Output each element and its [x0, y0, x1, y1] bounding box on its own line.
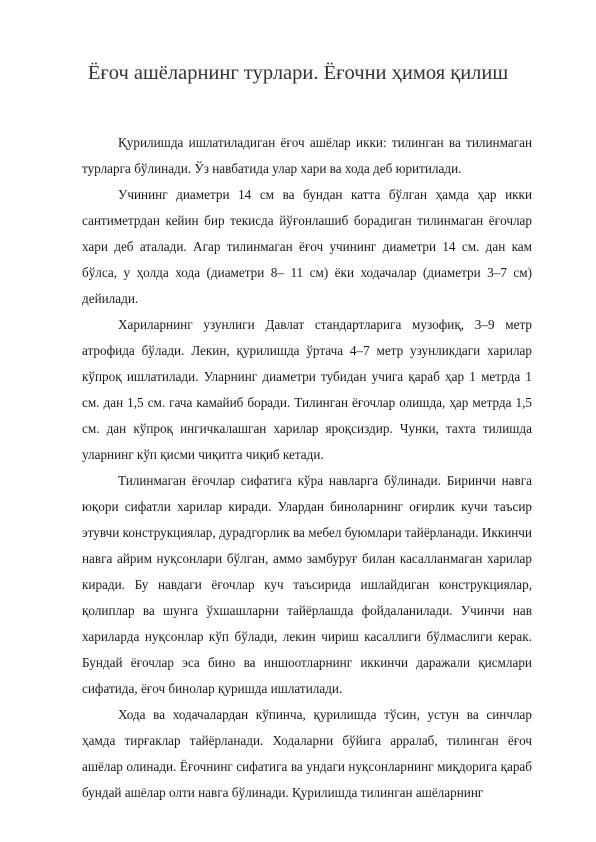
page-title: Ёғоч ашёларнинг турлари. Ёғочни ҳимоя қилиш: [87, 62, 509, 84]
paragraph-3: Хариларнинг узунлиги Давлат стандартларига музофиқ, 3–9 метр атрофида бўлади. Лекин, қурилишда ўртача 4–7 метр узунликдаги харилар кўпроқ ишлатилади. Уларнинг диаметри тубидан учига қараб ҳар 1 метрда 1 см. дан 1,5 см. гача камайиб боради. Тилинган ёғочлар олишда, ҳар метрда 1,5 см. дан кўпроқ ингичкалашган харилар яроқсиздир. Чунки, тахта тилишда уларнинг кўп қисми чиқитга чиқиб кетади.: [82, 317, 532, 462]
paragraph-1: Қурилишда ишлатиладиган ёғоч ашёлар икки: тилинган ва тилинмаган турларга бўлинади. Ўз навбатида улар хари ва хода деб юритилади.: [82, 135, 532, 176]
document-body: [82, 130, 532, 806]
paragraph-4: Тилинмаган ёғочлар сифатига кўра навларга бўлинади. Биринчи навга юқори сифатли харилар киради. Улардан биноларнинг оғирлик кучи таъсир этувчи конструкциялар, дурадгорлик ва мебел буюмлари тайёрланади. Иккинчи навга айрим нуқсонлари бўлган, аммо замбуруғ билан касалланмаган харилар киради. Бу навдаги ёғочлар куч таъсирида ишлайдиган конструкциялар, қолиплар ва шунга ўхшашларни тайёрлашда фойдаланилади. Учинчи нав хариларда нуқсонлар кўп бўлади, лекин чириш касаллиги бўлмаслиги керак. Бундай ёғочлар эса бино ва иншоотларнинг иккинчи даражали қисмлари сифатида, ёғоч бинолар қуришда ишлатилади.: [82, 473, 532, 696]
paragraph-5: Хода ва ходачалардан кўпинча, қурилишда тўсин, устун ва синчлар ҳамда тирғаклар тайёрланади. Ходаларни бўйига арралаб, тилинган ёғоч ашёлар олинади. Ёғочнинг сифатига ва ундаги нуқсонларнинг миқдорига қараб бундай ашёлар олти навга бўлинади. Қурилишда тилинган ашёларнинг: [82, 707, 532, 800]
paragraph-2: Учининг диаметри 14 см ва бундан катта бўлган ҳамда ҳар икки сантиметрдан кейин бир текисда йўғонлашиб борадиган тилинмаган ёғочлар хари деб аталади. Агар тилинмаган ёғоч учининг диаметри 14 см. дан кам бўлса, у ҳолда хода (диаметри 8– 11 см) ёки ходачалар (диаметри 3–7 см) дейилади.: [82, 187, 532, 306]
